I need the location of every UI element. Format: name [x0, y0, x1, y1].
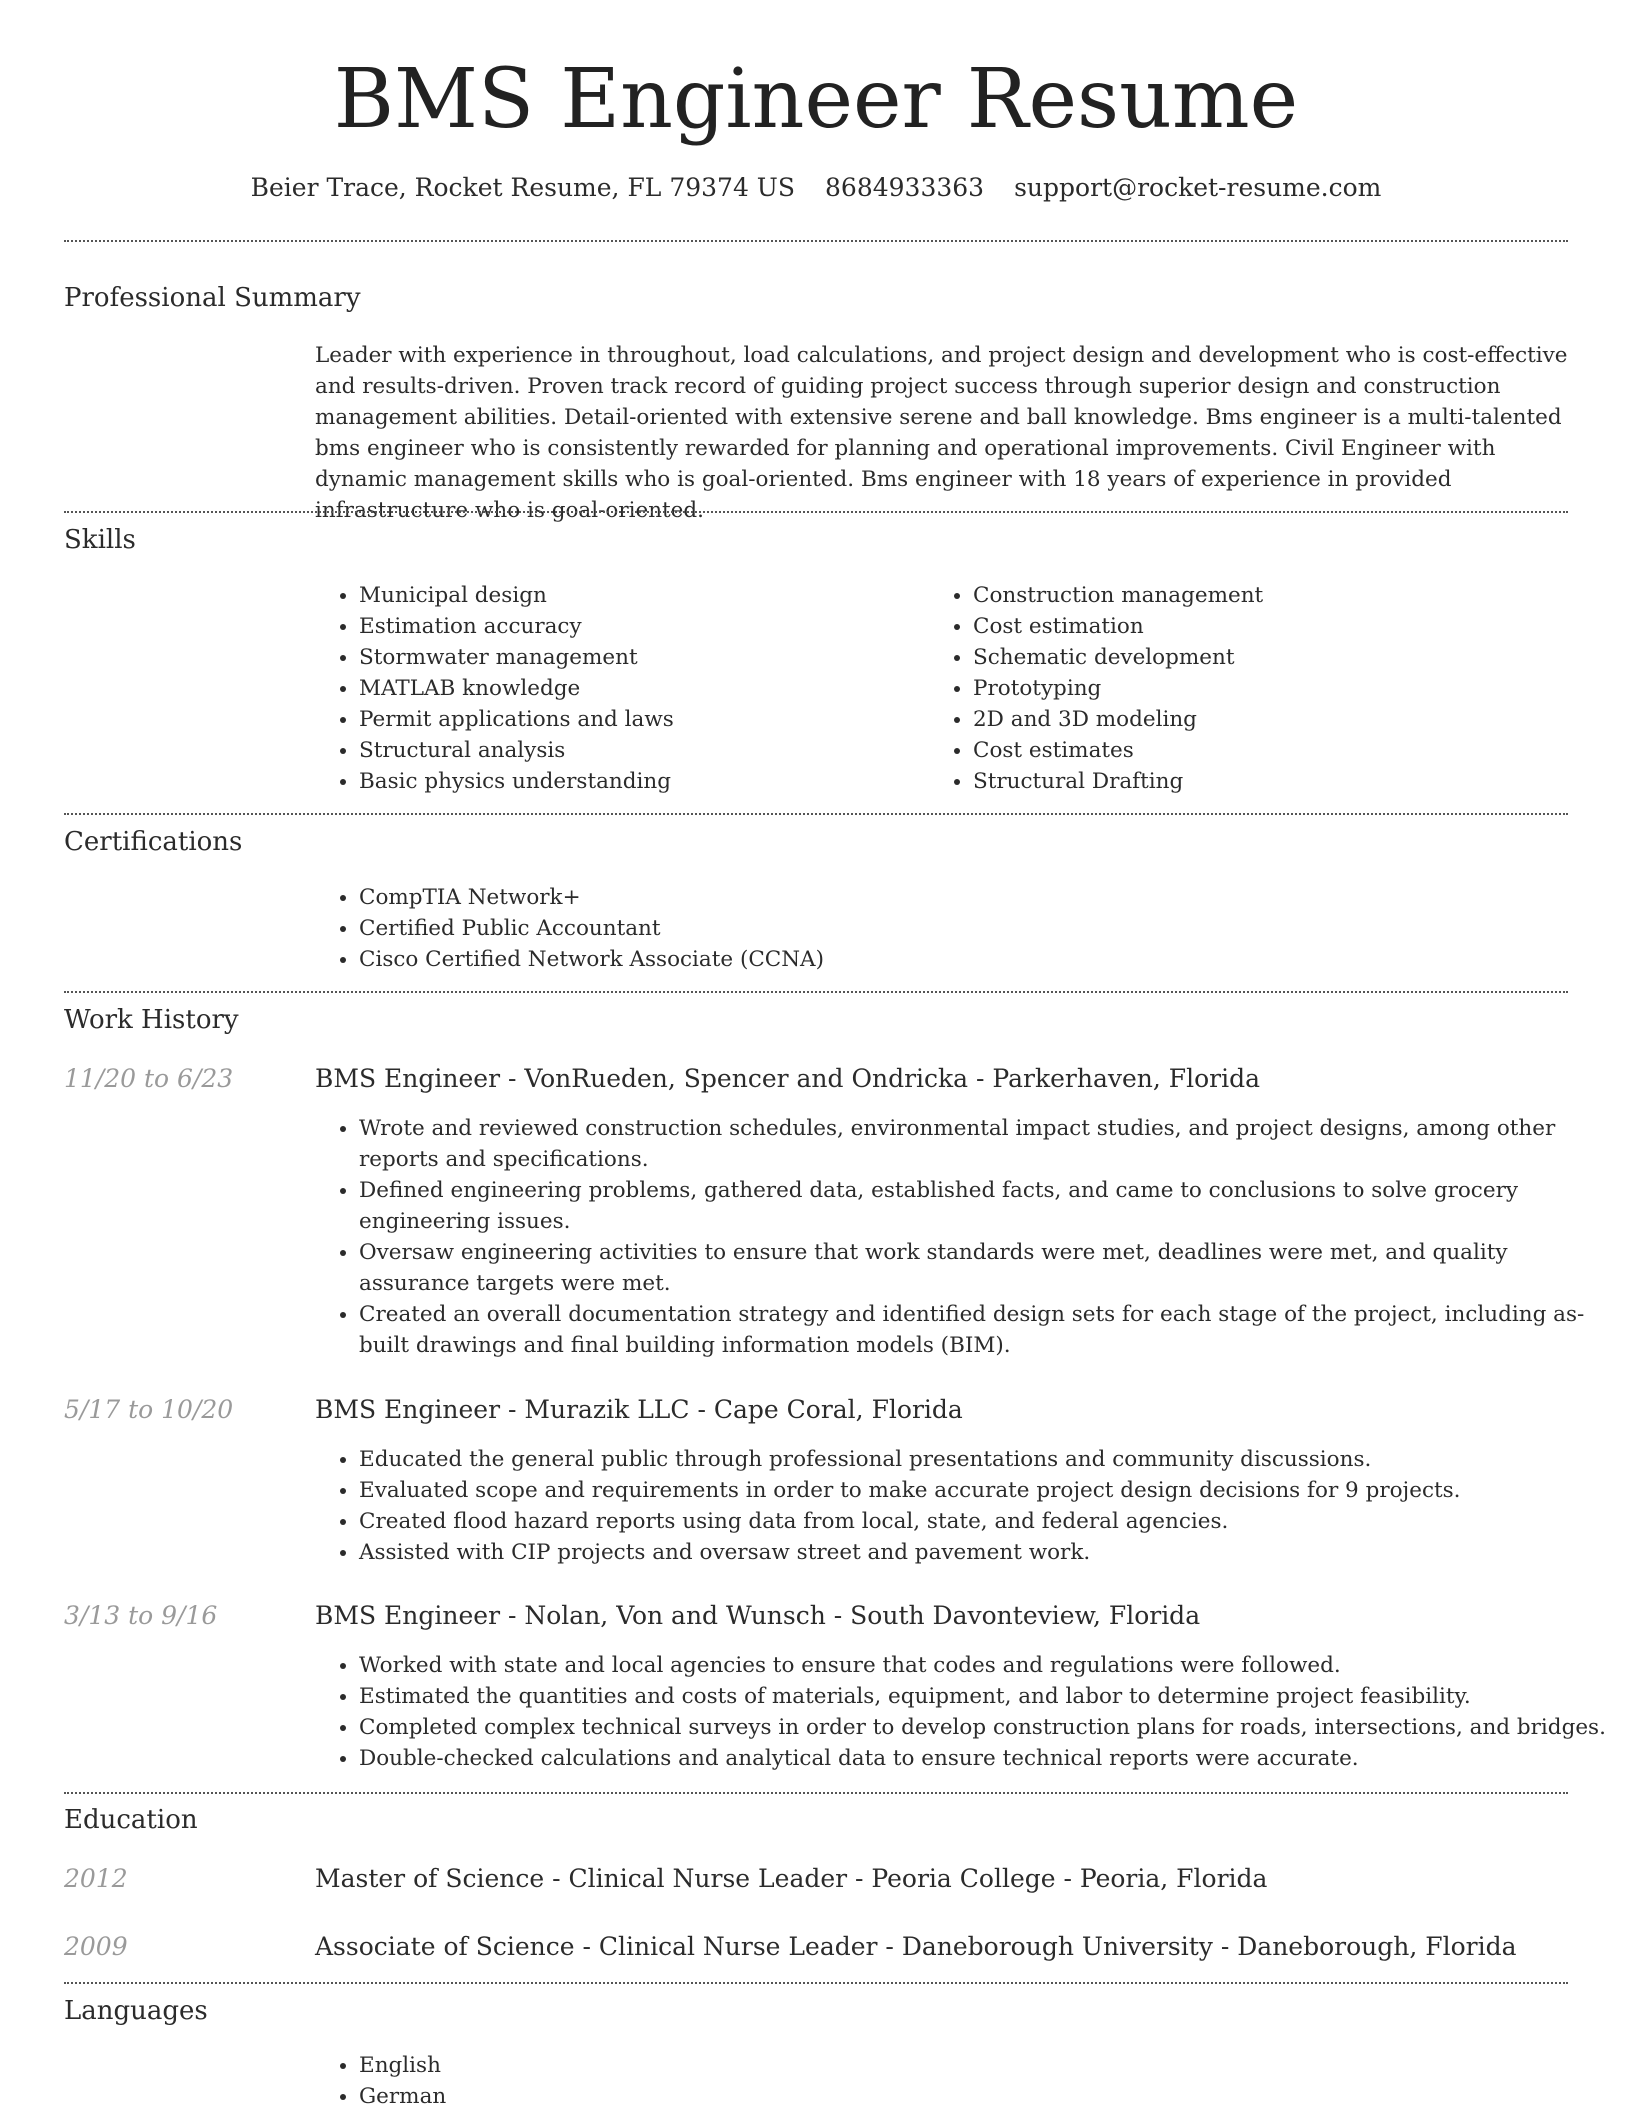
list-item: • Completed complex technical surveys in order to develop construction plans for roads, intersections, and bridges. — [359, 1712, 1611, 1743]
list-item: • Worked with state and local agencies to ensure that codes and regulations were followed. — [359, 1650, 1611, 1681]
list-item: • German — [359, 2081, 959, 2112]
list-item: • Cost estimation — [973, 611, 1573, 642]
certifications-list — [315, 882, 1559, 975]
list-item: • Educated the general public through professional presentations and community discussions. — [359, 1444, 1611, 1475]
list-item: • Estimated the quantities and costs of materials, equipment, and labor to determine project feasibility. — [359, 1681, 1611, 1712]
contact-address: Beier Trace, Rocket Resume, FL 79374 US — [250, 173, 796, 202]
summary-text: Leader with experience in throughout, load calculations, and project design and development who is cost-effective and results-driven. Proven track record of guiding project success through superior design and construction management abilities. Detail-oriented with extensive serene and ball knowledge. Bms engineer is a multi-talented bms engineer who is consistently rewarded for planning and operational improvements. Civil Engineer with dynamic management skills who is goal-oriented. Bms engineer with 18 years of experience in provided infrastructure who is goal-oriented. — [315, 343, 1568, 523]
education-heading: Education — [64, 1805, 198, 1835]
list-item: • Stormwater management — [359, 642, 919, 673]
section-divider — [64, 991, 1568, 993]
job-dates: 3/13 to 9/16 — [64, 1601, 218, 1630]
list-item: • Certified Public Accountant — [359, 913, 1559, 944]
contact-phone: 8684933363 — [825, 173, 985, 202]
skills-heading: Skills — [64, 525, 136, 555]
list-item: • Basic physics understanding — [359, 766, 919, 797]
list-item: • Double-checked calculations and analytical data to ensure technical reports were accurate. — [359, 1743, 1611, 1774]
section-divider — [64, 240, 1568, 242]
section-divider — [64, 813, 1568, 815]
list-item: • Cisco Certified Network Associate (CCNA) — [359, 944, 1559, 975]
list-item: • 2D and 3D modeling — [973, 704, 1573, 735]
section-divider — [64, 1982, 1568, 1984]
languages-heading: Languages — [64, 1996, 208, 2026]
list-item: • Structural Drafting — [973, 766, 1573, 797]
contact-line — [0, 171, 1632, 205]
skills-list-right — [929, 580, 1573, 797]
work-history-heading: Work History — [64, 1005, 239, 1035]
list-item: • Municipal design — [359, 580, 919, 611]
education-entry: Master of Science - Clinical Nurse Leader - Peoria College - Peoria, Florida — [315, 1864, 1268, 1893]
list-item: • Construction management — [973, 580, 1573, 611]
education-entry: Associate of Science - Clinical Nurse Leader - Daneborough University - Daneborough, Florida — [315, 1932, 1517, 1961]
job-title: BMS Engineer - VonRueden, Spencer and Ondricka - Parkerhaven, Florida — [315, 1064, 1261, 1093]
contact-email: support@rocket-resume.com — [1014, 173, 1382, 202]
job-bullets — [315, 1650, 1611, 1774]
list-item: • English — [359, 2050, 959, 2081]
list-item: • Schematic development — [973, 642, 1573, 673]
job-bullets — [315, 1113, 1611, 1361]
list-item: • Wrote and reviewed construction schedules, environmental impact studies, and project designs, among other reports and specifications. — [359, 1113, 1611, 1175]
education-year: 2012 — [64, 1864, 128, 1893]
job-dates: 5/17 to 10/20 — [64, 1395, 234, 1424]
list-item: • Prototyping — [973, 673, 1573, 704]
summary-heading: Professional Summary — [64, 283, 361, 313]
list-item: • Defined engineering problems, gathered data, established facts, and came to conclusions to solve grocery engineering issues. — [359, 1175, 1611, 1237]
certifications-heading: Certifications — [64, 827, 243, 857]
list-item: • Created an overall documentation strategy and identified design sets for each stage of the project, including as-built drawings and final building information models (BIM). — [359, 1299, 1611, 1361]
list-item: • Oversaw engineering activities to ensure that work standards were met, deadlines were met, and quality assurance targets were met. — [359, 1237, 1611, 1299]
languages-list — [315, 2050, 959, 2112]
list-item: • Estimation accuracy — [359, 611, 919, 642]
list-item: • Permit applications and laws — [359, 704, 919, 735]
list-item: • MATLAB knowledge — [359, 673, 919, 704]
skills-list-left — [315, 580, 919, 797]
section-divider — [64, 511, 1568, 513]
list-item: • Assisted with CIP projects and oversaw street and pavement work. — [359, 1537, 1611, 1568]
resume-title: BMS Engineer Resume — [333, 52, 1299, 147]
list-item: • CompTIA Network+ — [359, 882, 1559, 913]
job-title: BMS Engineer - Nolan, Von and Wunsch - South Davonteview, Florida — [315, 1601, 1201, 1630]
job-dates: 11/20 to 6/23 — [64, 1064, 234, 1093]
education-year: 2009 — [64, 1932, 128, 1961]
list-item: • Created flood hazard reports using data from local, state, and federal agencies. — [359, 1506, 1611, 1537]
list-item: • Cost estimates — [973, 735, 1573, 766]
job-bullets — [315, 1444, 1611, 1568]
section-divider — [64, 1792, 1568, 1794]
list-item: • Structural analysis — [359, 735, 919, 766]
job-title: BMS Engineer - Murazik LLC - Cape Coral, Florida — [315, 1395, 963, 1424]
list-item: • Evaluated scope and requirements in order to make accurate project design decisions for 9 projects. — [359, 1475, 1611, 1506]
